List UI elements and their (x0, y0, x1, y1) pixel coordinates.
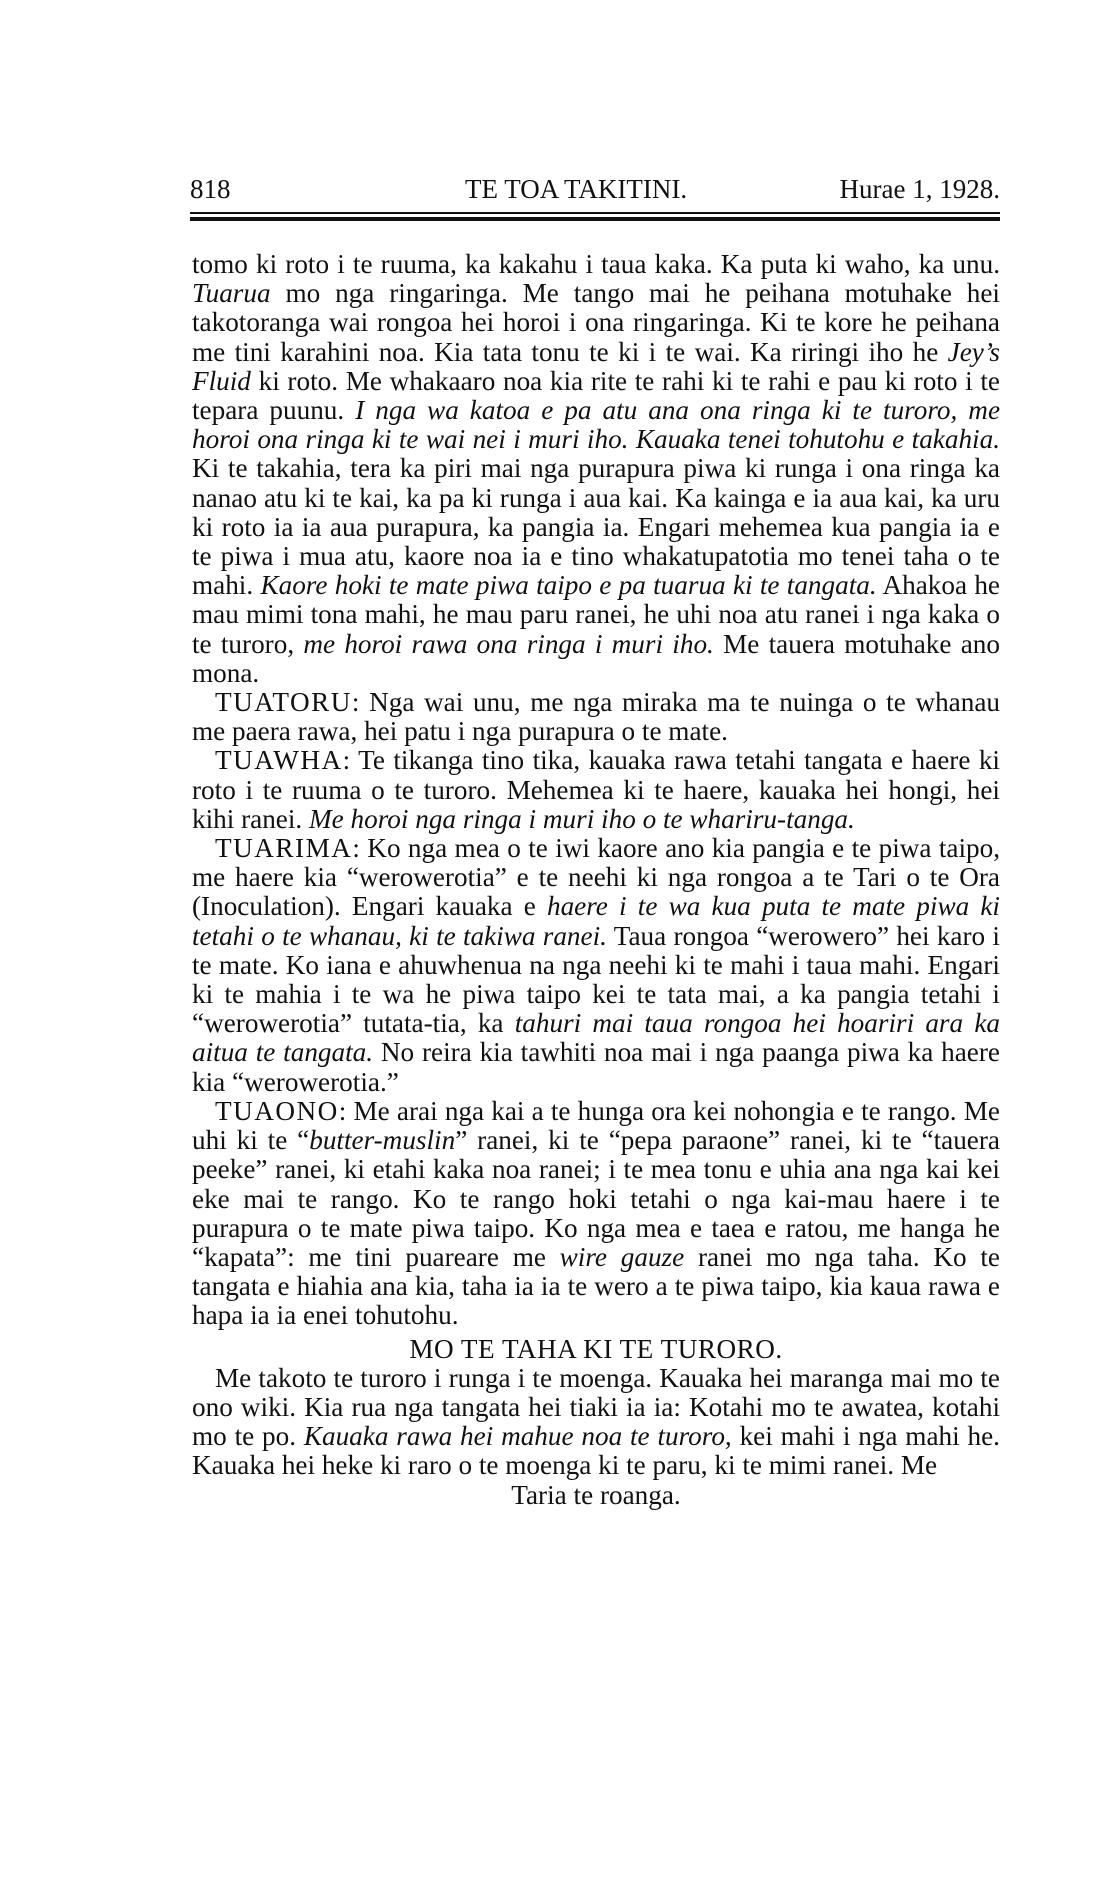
issue-date: Hurae 1, 1928. (839, 174, 1000, 204)
paragraph-tuawha: TUAWHA: Te tikanga tino tika, kauaka rawa tetahi tangata e haere ki roto i te ruuma o te turoro. Mehemea ki te haere, kauaka hei hongi, hei kihi ranei. Me horoi nga ringa i muri iho o te whariru-tanga. (192, 745, 1000, 834)
paragraph-1: tomo ki roto i te ruuma, ka kakahu i taua kaka. Ka puta ki waho, ka unu. Tuarua mo nga ringaringa. Me tango mai he peihana motuhake hei takotoranga wai rongoa hei horoi i ona ringaringa. Ki te kore he peihana me tini karahini noa. Kia tata tonu te ki i te wai. Ka riringi iho he Jey’s Fluid ki roto. Me whakaaro noa kia rite te rahi ki te rahi e pau ki roto i te tepara puunu. I nga wa katoa e pa atu ana ona ringa ki te turoro, me horoi ona ringa ki te wai nei i muri iho. Kauaka tenei tohutohu e takahia. Ki te takahia, tera ka piri mai nga purapura piwa ki runga i ona ringa ka nanao atu ki te kai, ka pa ki runga i aua kai. Ka kainga e ia aua kai, ka uru ki roto ia ia aua purapura, ka pangia ia. Engari mehemea kua pangia ia e te piwa i mua atu, kaore noa ia e tino whakatupatotia mo tenei taha o te mahi. Kaore hoki te mate piwa taipo e pa tuarua ki te tangata. Ahakoa he mau mimi tona mahi, he mau paru ranei, he uhi noa atu ranei i nga kaka o te turoro, me horoi rawa ona ringa i muri iho. Me tauera motuhake ano mona. (192, 249, 1001, 688)
emphasis: butter-muslin (309, 1125, 456, 1156)
running-title: TE TOA TAKITINI. (465, 174, 688, 204)
emphasis: Me horoi nga ringa i muri iho o te whariru-tanga. (309, 803, 855, 834)
continuation-note: Taria te roanga. (511, 1479, 681, 1510)
emphasis: haere i te wa kua puta te mate piwa ki tetahi o te whanau, ki te takiwa ranei. (192, 891, 1000, 951)
emphasis: tahuri mai taua rongoa hei hoariri ara ka aitua te tangata. (192, 1008, 1000, 1068)
emphasis: Tuarua (192, 278, 271, 309)
article-body (192, 250, 1000, 1510)
page-number: 818 (190, 174, 231, 204)
emphasis: Jey’s Fluid (192, 336, 1000, 396)
paragraph-turoro: Me takoto te turoro i runga i te moenga. Kauaka hei maranga mai mo te ono wiki. Kia rua nga tangata hei tiaki ia ia: Kotahi mo te awatea, kotahi mo te po. Kauaka rawa hei mahue noa te turoro, kei mahi i nga mahi he. Kauaka hei heke ki raro o te moenga ki te paru, ki te mimi ranei. Me (192, 1362, 1000, 1481)
paragraph-tuarima: TUARIMA: Ko nga mea o te iwi kaore ano kia pangia e te piwa taipo, me haere kia “werowerotia” e te neehi ki nga rongoa a te Tari o te Ora (Inoculation). Engari kauaka e haere i te wa kua puta te mate piwa ki tetahi o te whanau, ki te takiwa ranei. Taua rongoa “werowero” hei karo i te mate. Ko iana e ahuwhenua na nga neehi ki te mahi i taua mahi. Engari ki te mahia i te wa he piwa taipo kei te tata mai, a ka pangia tetahi i “werowerotia” tutata-tia, ka tahuri mai taua rongoa hei hoariri ara ka aitua te tangata. No reira kia tawhiti noa mai i nga paanga piwa ka haere kia “werowerotia.” (192, 833, 1000, 1097)
section-label: TUAONO (215, 1095, 339, 1126)
section-label: TUAWHA (215, 745, 343, 776)
section-label: TUARIMA (215, 833, 353, 864)
paragraph-tuatoru: TUATORU: Nga wai unu, me nga miraka ma te nuinga o te whanau me paera rawa, hei patu i nga purapura o te mate. (192, 687, 1000, 747)
header-rule-thin (190, 212, 1000, 214)
section-heading: MO TE TAHA KI TE TURORO. (409, 1333, 783, 1364)
emphasis: Kaore hoki te mate piwa taipo e pa tuarua ki te tangata. (260, 570, 877, 601)
emphasis: wire gauze (559, 1241, 685, 1272)
emphasis: I nga wa katoa e pa atu ana ona ringa ki te turoro, me horoi ona ringa ki te wai nei i muri iho. Kauaka tenei tohutohu e takahia. (192, 395, 1001, 455)
paragraph-tuaono: TUAONO: Me arai nga kai a te hunga ora kei nohongia e te rango. Me uhi ki te “butter-muslin” ranei, ki te “pepa paraone” ranei, ki te “tauera peeke” ranei, ki etahi kaka noa ranei; i te mea tonu e uhia ana nga kai kei eke mai te rango. Ko te rango hoki tetahi o nga kai-mau haere i te purapura o te mate piwa taipo. Ko nga mea e taea e ratou, me hanga he “kapata”: me tini puareare me wire gauze ranei mo nga taha. Ko te tangata e hiahia ana kia, taha ia ia te wero a te piwa taipo, kia kaua rawa e hapa ia ia enei tohutohu. (192, 1095, 1000, 1331)
section-label: TUATORU (215, 687, 352, 718)
emphasis: Kauaka rawa hei mahue noa te turoro, (303, 1421, 732, 1452)
emphasis: me horoi rawa ona ringa i muri iho. (303, 628, 714, 659)
header-rule-thick (190, 217, 1000, 221)
page-header (190, 170, 1000, 210)
